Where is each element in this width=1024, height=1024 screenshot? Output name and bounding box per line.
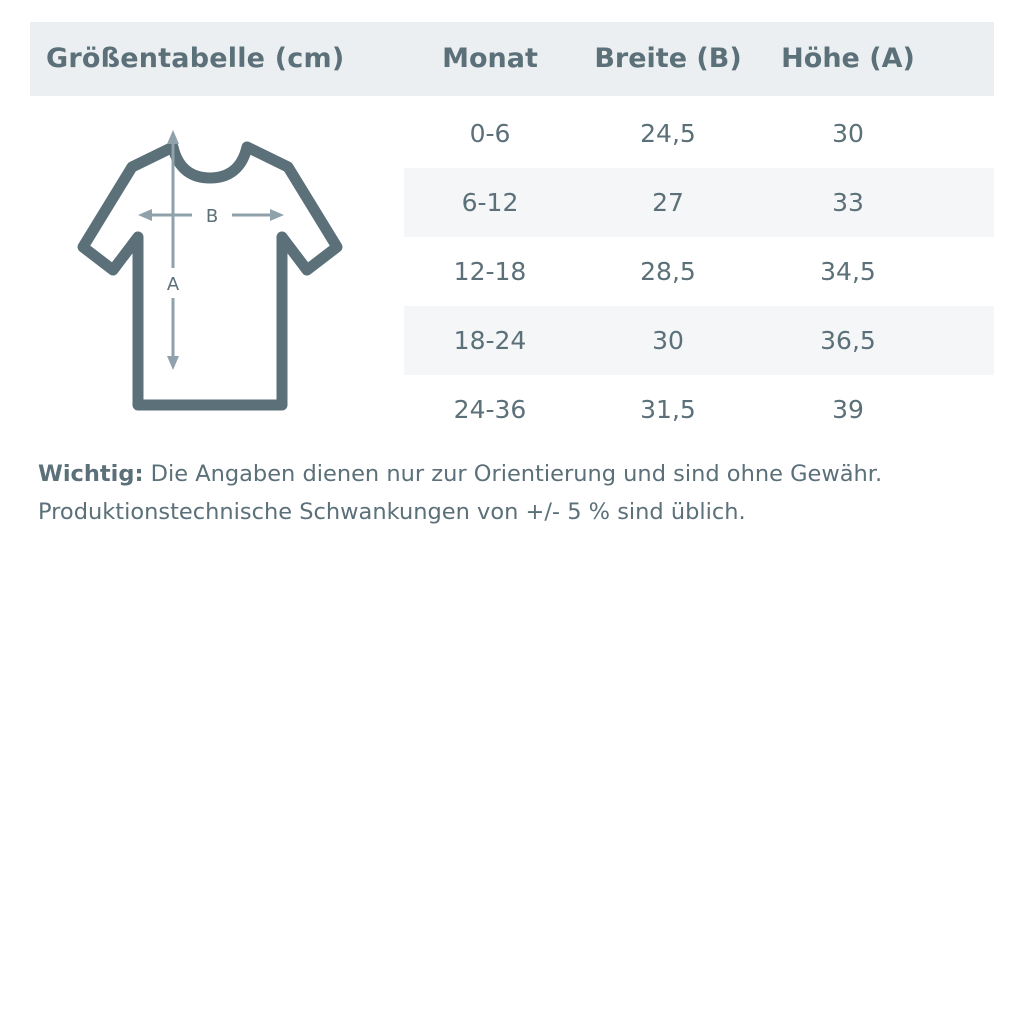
cell-height: 34,5 [820, 257, 876, 286]
table-row [404, 168, 994, 237]
table-row [404, 99, 994, 168]
tshirt-diagram [60, 120, 390, 440]
table-row [404, 237, 994, 306]
cell-height: 33 [832, 188, 864, 217]
cell-month: 24-36 [453, 395, 527, 424]
cell-width: 30 [652, 326, 684, 355]
column-header-month: Monat [442, 43, 538, 74]
table-row [404, 306, 994, 375]
table-row [404, 375, 994, 444]
cell-width: 27 [652, 188, 684, 217]
cell-month: 6-12 [461, 188, 519, 217]
cell-month: 12-18 [453, 257, 527, 286]
cell-width: 28,5 [640, 257, 696, 286]
cell-height: 39 [832, 395, 864, 424]
cell-month: 18-24 [453, 326, 527, 355]
cell-width: 24,5 [640, 119, 696, 148]
disclaimer-line2: Produktionstechnische Schwankungen von +/- 5 % sind üblich. [38, 499, 746, 525]
height-arrow-head-top [167, 130, 179, 144]
column-header-height: Höhe (A) [781, 43, 915, 74]
disclaimer-line1: Die Angaben dienen nur zur Orientierung und sind ohne Gewähr. [143, 461, 883, 487]
width-label: B [205, 206, 219, 227]
cell-width: 31,5 [640, 395, 696, 424]
height-label: A [166, 274, 180, 295]
height-arrow-head-bottom [167, 356, 179, 370]
column-header-width: Breite (B) [594, 43, 742, 74]
cell-height: 30 [832, 119, 864, 148]
width-arrow-head-left [138, 209, 152, 221]
disclaimer-note [38, 455, 988, 531]
disclaimer-lead: Wichtig: [38, 461, 144, 487]
cell-month: 0-6 [469, 119, 511, 148]
page-title: Größentabelle (cm) [46, 43, 345, 74]
width-arrow-head-right [270, 209, 284, 221]
tshirt-outline-icon [83, 147, 337, 405]
cell-height: 36,5 [820, 326, 876, 355]
